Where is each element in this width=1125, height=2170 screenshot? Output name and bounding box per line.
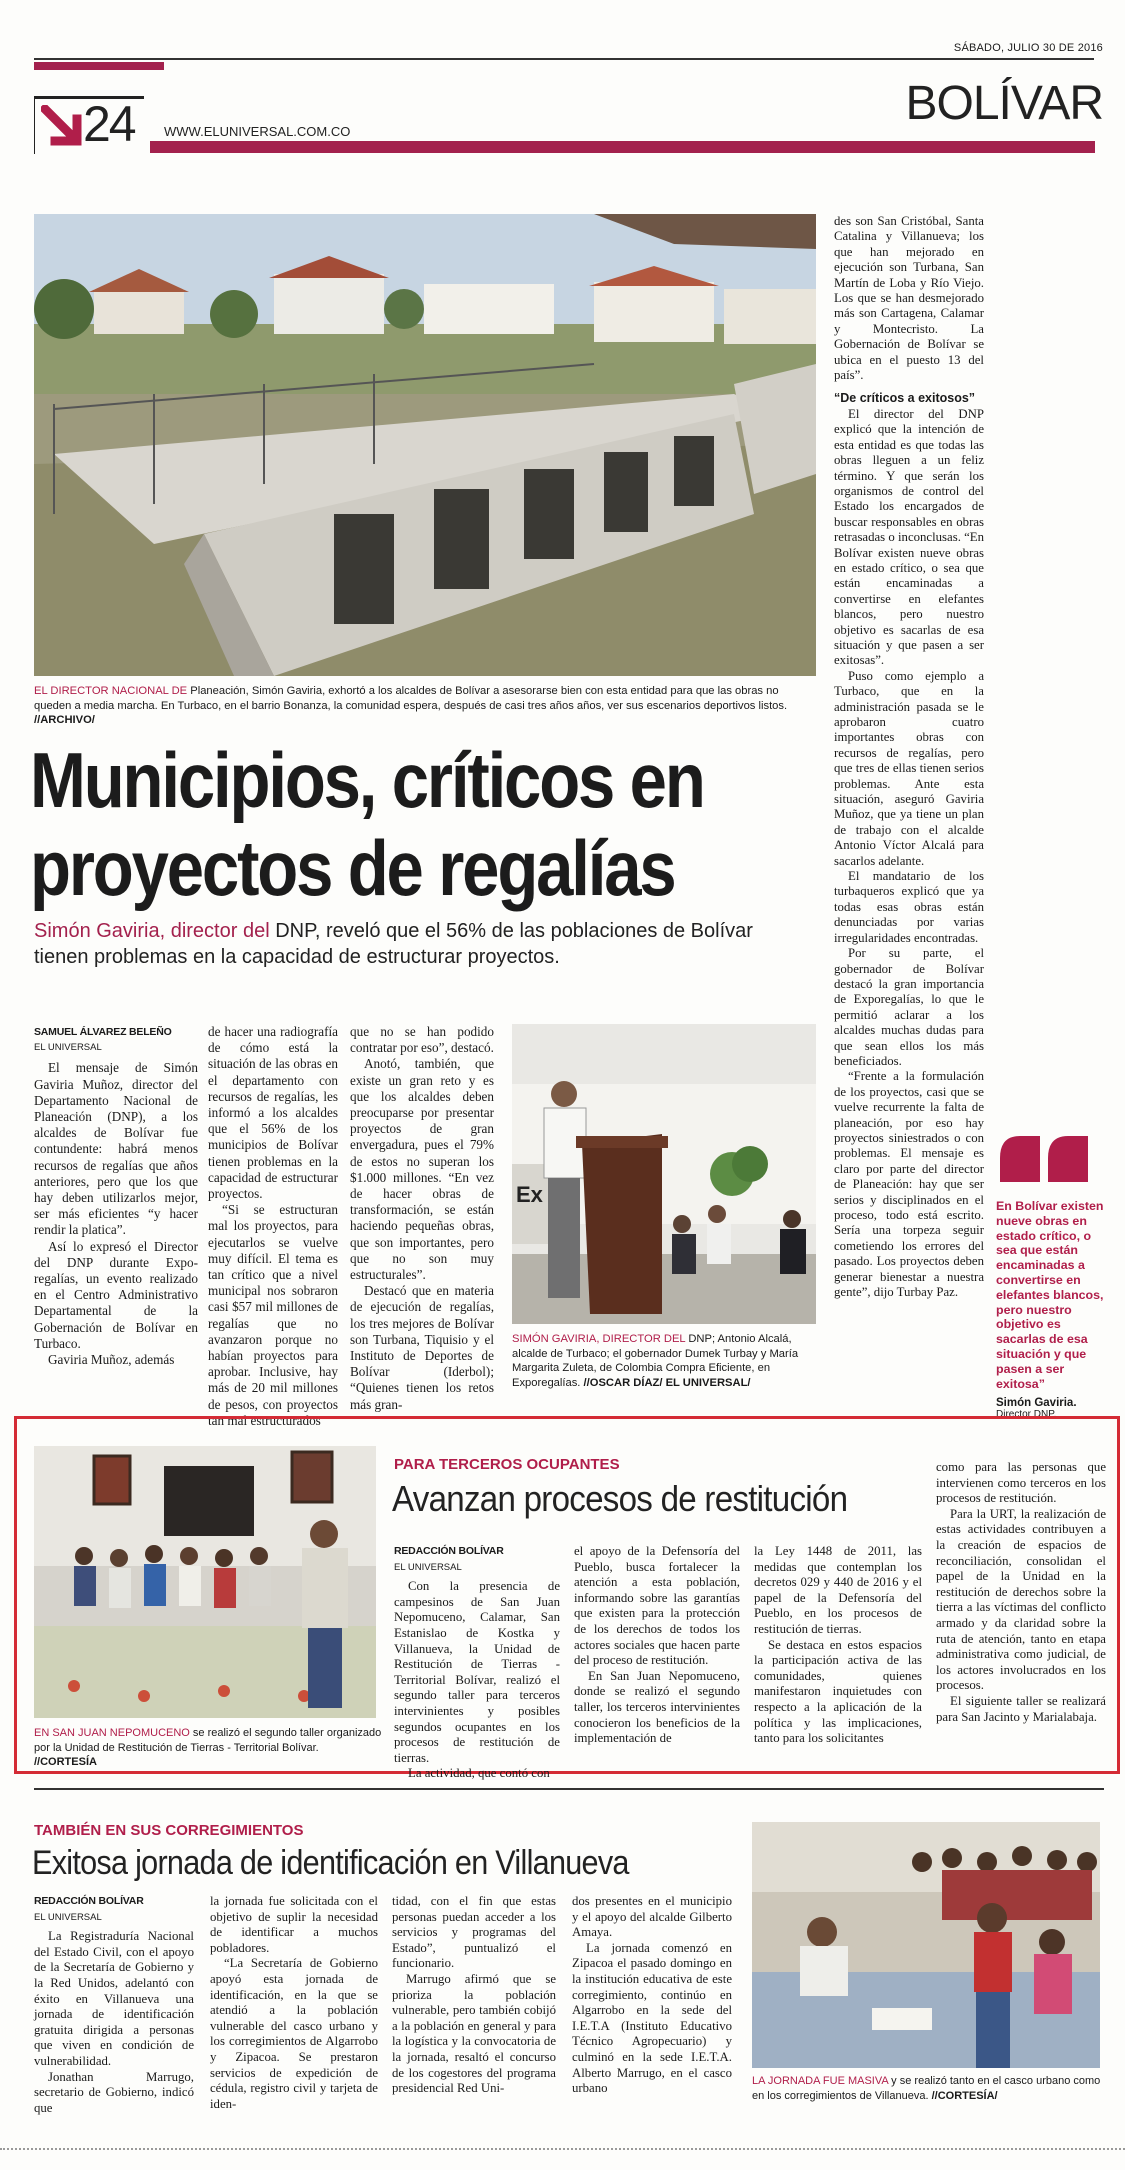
headline-line-1: Municipios, críticos en <box>30 736 704 824</box>
restitution-col-3 <box>754 1544 922 1747</box>
main-headline <box>30 736 718 912</box>
website-url[interactable]: WWW.ELUNIVERSAL.COM.CO <box>164 124 351 139</box>
paragraph: Así lo expresó el Director del DNP durante Expo-regalías, un evento realizado en el Centro Administrativo Departamental de la Gobernación de Bolívar en Turbaco. <box>34 1238 198 1351</box>
paragraph: Marrugo afirmó que se prioriza la población vulnerable, pero también cobijó a la población en general y para la logística y la convocatoria de la jornada, resaltó el concurso de los cogestores del programa presidencial Red Uni- <box>392 1971 556 2096</box>
caption-text: se realizó el segundo taller organizado por la Unidad de Restitución de Tierras - Territorial Bolívar. <box>34 1727 382 1754</box>
restitution-photo <box>34 1446 376 1718</box>
restitution-col-1 <box>394 1544 560 1782</box>
podium-photo-caption <box>512 1332 816 1390</box>
caption-text: y se realizó tanto en el casco urbano como en los corregimientos de Villanueva. <box>752 2075 1101 2102</box>
bottom-publication: EL UNIVERSAL <box>34 1911 102 1923</box>
paragraph: El mensaje de Simón Gaviria Muñoz, director del Departamento Nacional de Planeación (DNP), a los alcaldes de Bolívar fue contundente: habrá menos recursos de regalías que años anteriores, pero que los que hay deben utilizarlos mejor, ser más eficientes “y hacer rendir la platica”. <box>34 1060 198 1238</box>
paragraph: el apoyo de la Defensoría del Pueblo, busca fortalecer la atención a esta población, informando sobre las garantías que existen para la protección de los derechos de todos los actores sociales que hacen parte del proceso de restitución. <box>574 1544 740 1668</box>
deck-lead: Simón Gaviria, director del <box>34 920 270 942</box>
pullquote <box>996 1132 1106 1420</box>
main-right-col <box>834 214 984 1300</box>
paragraph: des son San Cristóbal, Santa Catalina y Villanueva; los que han mejorado en ejecución son Turbana, San Martín de Loba y Río Viejo. Los que se han desmejorado más son Cartagena, Calamar y Montecristo. La Gobernación de Bolívar se ubica en el puesto 13 del país”. <box>834 214 984 383</box>
paragraph: Con la presencia de campesinos de San Juan Nepomuceno, Calamar, San Estanislao de Kostka y Villanueva, la Unidad de Restitución de Tierras - Territorial Bolívar, realizó el segundo taller para terceros intervinientes y posibles segundos ocupantes en los procesos de restitución de tierras. <box>394 1579 560 1765</box>
restitution-col-2 <box>574 1544 740 1747</box>
pullquote-role: Director DNP. <box>996 1409 1057 1421</box>
bottom-headline: Exitosa jornada de identificación en Villanueva <box>32 1844 629 1882</box>
paragraph: La jornada comenzó en Zipacoa el pasado domingo en la institución educativa de este corregimiento, continúo en Algarrobo en la sede del I.E.T.A (Instituto Educativo Técnico Agropecuario) y culminó en la sede I.E.T.A. Alberto Marrugo, en el casco urbano <box>572 1940 732 2096</box>
main-col-2 <box>208 1024 338 1429</box>
caption-credit: //CORTESÍA <box>34 1756 97 1768</box>
page-date: SÁBADO, JULIO 30 DE 2016 <box>953 42 1103 54</box>
bottom-author: REDACCIÓN BOLÍVAR <box>34 1895 144 1907</box>
main-deck <box>34 918 754 970</box>
svg-text:Ex: Ex <box>516 1182 543 1207</box>
main-photo <box>34 214 816 676</box>
main-author: SAMUEL ÁLVAREZ BELEÑO <box>34 1026 172 1038</box>
paragraph: Se destaca en estos espacios la participación activa de las comunidades, quienes manifestaron inquietudes con respecto a la aplicación de la política y las implicaciones, tanto para los solicitantes <box>754 1637 922 1746</box>
main-photo-caption <box>34 684 816 728</box>
bottom-col-2 <box>210 1894 378 2112</box>
caption-lead: LA JORNADA FUE MASIVA <box>752 2075 889 2087</box>
section-title: BOLÍVAR <box>905 77 1103 130</box>
paragraph: La actividad, que contó con <box>408 1766 550 1781</box>
identification-photo <box>752 1822 1100 2068</box>
paragraph: Anotó, también, que existe un gran reto y es que los alcaldes deben preocuparse por presentar proyectos de gran envergadura, pues el 79% de estos no superan los $1.000 millones. “En vez de hacer obras de transformación, se están haciendo pequeñas obras, que son importantes, pero que no son muy estructurales”. <box>350 1056 494 1283</box>
subheading: “De críticos a exitosos” <box>834 391 976 406</box>
paragraph: Puso como ejemplo a Turbaco, que en la administración pasada se le aprobaron cuatro importantes obras con recursos de regalías, pero que tres de ellas tienen serios problemas. Ante esta situación, aseguró Gaviria Muñoz, que ya tiene un plan de trabajo con el alcalde Antonio Víctor Alcalá para sacarlos adelante. <box>834 668 984 868</box>
identification-photo-caption <box>752 2074 1102 2103</box>
paragraph: dos presentes en el municipio y el apoyo del alcalde Gilberto Amaya. <box>572 1894 732 1940</box>
page-number-box <box>34 96 144 154</box>
bottom-section-rule <box>34 1788 1104 1790</box>
main-publication: EL UNIVERSAL <box>34 1042 102 1054</box>
page-number: 24 <box>83 96 135 152</box>
caption-credit: //OSCAR DÍAZ/ EL UNIVERSAL/ <box>583 1376 751 1389</box>
caption-lead: EN SAN JUAN NEPOMUCENO <box>34 1727 190 1739</box>
bottom-col-3 <box>392 1894 556 2097</box>
paragraph: la Ley 1448 de 2011, las medidas que contemplan los decretos 029 y 440 de 2016 y el papel de la Defensoría del Pueblo, en los procesos de restitución de tierras. <box>754 1544 922 1636</box>
paragraph: “La Secretaría de Gobierno apoyó esta jornada de identificación, en la que se atendió a la población vulnerable del casco urbano y los corregimientos de Algarrobo y Zipacoa. Se prestaron servicios de expedición de cédula, registro civil y tarjeta de iden- <box>210 1956 378 2111</box>
paragraph: Por su parte, el gobernador de Bolívar destacó la gran importancia de Exporegalías, lo que le permitió aclarar a los alcaldes muchas dudas para que sean ellos los más beneficiados. <box>834 946 984 1068</box>
paragraph: Para la URT, la realización de estas actividades contribuyen a la creación de espacios de reconciliación, consolidan el papel de la Unidad en la restitución de derechos sobre la tierra a las víctimas del conflicto armado y da claridad sobre la ruta de atención, tanto en etapa administrativa como judicial, de los actores involucrados en los procesos. <box>936 1506 1106 1693</box>
caption-credit: //CORTESÍA/ <box>931 2089 998 2102</box>
pullquote-author: Simón Gaviria. <box>996 1397 1077 1410</box>
bottom-kicker: TAMBIÉN EN SUS CORREGIMIENTOS <box>34 1822 304 1839</box>
paragraph: El siguiente taller se realizará para San Jacinto y Marialabaja. <box>936 1693 1106 1724</box>
restitution-headline: Avanzan procesos de restitución <box>392 1478 848 1519</box>
main-col-1 <box>34 1024 198 1368</box>
caption-text: DNP; Antonio Alcalá, alcalde de Turbaco; el gobernador Dumek Turbay y María Margarita Zuleta, de Colombia Compra Eficiente, en Exporegalías. <box>512 1333 799 1389</box>
bottom-col-4 <box>572 1894 732 2097</box>
caption-lead: EL DIRECTOR NACIONAL DE <box>34 685 188 697</box>
restitution-kicker: PARA TERCEROS OCUPANTES <box>394 1456 620 1473</box>
paragraph: “Si se estructuran mal los proyectos, para ejecutarlos se vuelve muy difícil. El tema es tan crítico que a nivel municipal nos sobraron casi $57 mil millones de regalías que no avanzaron porque no habían proyectos para aprobar. Inclusive, hay más de 20 mil millones de pesos, con proyectos tan mal estructurados <box>208 1202 338 1428</box>
deck-text: DNP, reveló que el 56% de las poblaciones de Bolívar tienen problemas en la capacidad de estructurar proyectos. <box>34 920 753 968</box>
main-col-3 <box>350 1024 494 1413</box>
caption-credit: //ARCHIVO/ <box>34 714 95 726</box>
restitution-photo-caption <box>34 1726 384 1770</box>
paragraph: Jonathan Marrugo, secretario de Gobierno, indicó que <box>34 2069 194 2115</box>
caption-text: Planeación, Simón Gaviria, exhortó a los alcaldes de Bolívar a asesorarse bien con esta entidad para que las obras no queden a media marcha. En Turbaco, en el barrio Bonanza, la comunidad espera, después de casi tres años años, ver sus escenarios deportivos listos. <box>34 685 788 712</box>
header-top-rule <box>34 58 1094 60</box>
restitution-col-4 <box>936 1460 1106 1725</box>
bottom-col-1 <box>34 1894 194 2116</box>
paragraph: la jornada fue solicitada con el objetivo de suplir la necesidad de identificar a muchos pobladores. <box>210 1894 378 1955</box>
paragraph: como para las personas que intervienen como terceros en los procesos de restitución. <box>936 1460 1106 1506</box>
paragraph: que no se han podido contratar por eso”, destacó. <box>350 1024 494 1056</box>
header-bottom-bar <box>150 141 1095 153</box>
caption-lead: SIMÓN GAVIRIA, DIRECTOR DEL <box>512 1333 686 1345</box>
pullquote-text: En Bolívar existen nueve obras en estado crítico, o sea que están encaminadas a convertirse en elefantes blancos, pero nuestro objetivo es sacarlas de esa situación y que pasen a ser exitosa” <box>996 1199 1104 1391</box>
paragraph: tidad, con el fin que estas personas puedan acceder a los servicios y programas del Estado”, puntualizó el funcionario. <box>392 1894 556 1971</box>
restitution-author: REDACCIÓN BOLÍVAR <box>394 1545 504 1557</box>
paragraph: En San Juan Nepomuceno, donde se realizó el segundo taller, los terceros intervinientes conocieron los beneficios de la implementación de <box>574 1668 740 1746</box>
podium-photo <box>512 1024 816 1324</box>
quote-icon <box>996 1132 1092 1186</box>
arrow-icon <box>41 105 87 151</box>
paragraph: de hacer una radiografía de cómo está la situación de las obras en el departamento con recursos de regalías, les informó a los alcaldes que el 56% de los municipios de Bolívar tienen problemas en la capacidad de estructurar proyectos. <box>208 1024 338 1202</box>
paragraph: “Frente a la formulación de los proyectos, casi que se vuelve recurrente la falta de planeación, por eso hay proyectos siniestrados o con problemas. El mensaje es claro por parte del director de Planeación: hay que ser serios y disciplinados en el proceso, todo está escrito. Sería una torpeza seguir cometiendo los errores del pasado. Los proyectos deben generar bienestar a nuestra gente”, dijo Turbay Paz. <box>834 1069 984 1300</box>
paragraph: La Registraduría Nacional del Estado Civil, con el apoyo de la Secretaría de Gobierno y la Red Unidos, adelantó con éxito en Villanueva una jornada de identificación gratuita dirigida a personas que viven en condición de vulnerabilidad. <box>34 1929 194 2068</box>
paragraph: Gaviria Muñoz, además <box>48 1352 175 1368</box>
headline-line-2: proyectos de regalías <box>30 824 675 912</box>
paragraph: El director del DNP explicó que la intención de esta entidad es que todas las obras lleguen a un feliz término. Y que serán los organismos de control del Estado los encargados de buscar responsables en obras retrasadas o inconclusas. “En Bolívar existen nueve obras en estado crítico, o sea que están encaminadas a convertirse en elefantes blancos, pero nuestro objetivo es sacarlas de esa situación y que pasen a ser exitosas”. <box>834 406 984 668</box>
paragraph: El mandatario de los turbaqueros explicó que ya todas esas obras están denunciadas por varias irregularidades encontradas. <box>834 869 984 945</box>
header-accent-bar <box>34 62 164 70</box>
paragraph: Destacó que en materia de ejecución de regalías, los tres mejores de Bolívar son Turbana, Tiquisio y el Instituto de Deportes de Bolívar (Iderbol); “Quienes tienen los retos más gran- <box>350 1283 494 1412</box>
page-bottom-edge <box>0 2148 1125 2150</box>
restitution-publication: EL UNIVERSAL <box>394 1561 462 1573</box>
